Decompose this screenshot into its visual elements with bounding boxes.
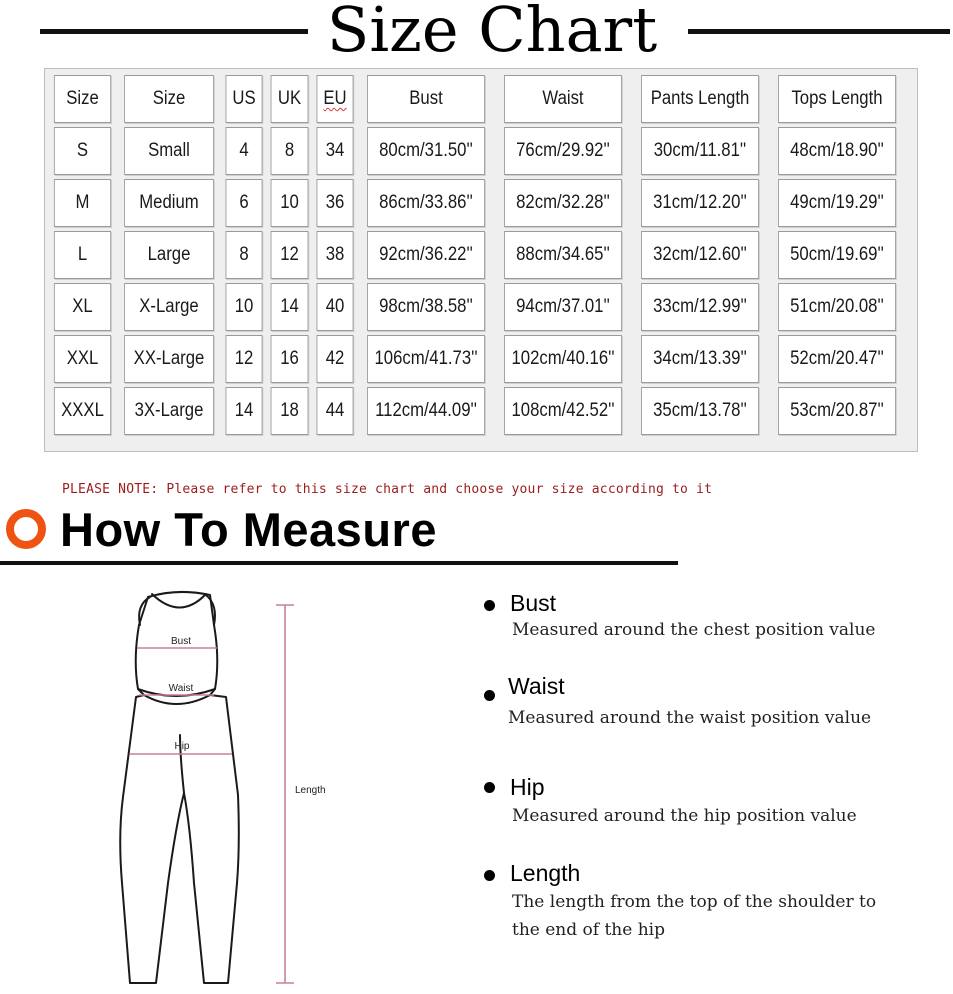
figure-label-bust: Bust — [170, 636, 192, 647]
table-cell: 51cm/20.08'' — [778, 283, 896, 331]
table-cell: 10 — [271, 179, 309, 227]
table-cell: 42 — [317, 335, 354, 383]
measure-name: Hip — [510, 774, 545, 800]
table-cell: X-Large — [124, 283, 214, 331]
table-cell: M — [54, 179, 111, 227]
table-cell: XXL — [54, 335, 111, 383]
table-cell: 14 — [226, 387, 263, 435]
table-cell: 34 — [317, 127, 354, 175]
figure-label-length: Length — [295, 785, 326, 796]
table-cell: 48cm/18.90'' — [778, 127, 896, 175]
table-cell: 86cm/33.86'' — [367, 179, 485, 227]
table-cell: 106cm/41.73'' — [367, 335, 485, 383]
table-cell: 36 — [317, 179, 354, 227]
table-cell: 3X-Large — [124, 387, 214, 435]
figure-label-hip: Hip — [174, 741, 190, 752]
jumpsuit-figure — [110, 585, 370, 990]
table-cell: Medium — [124, 179, 214, 227]
measure-desc: Measured around the hip position value — [512, 806, 857, 826]
header-eu-label: EU — [323, 88, 347, 109]
measure-name: Waist — [508, 673, 565, 699]
header-cell: US — [226, 75, 263, 123]
table-cell: 31cm/12.20'' — [641, 179, 759, 227]
table-cell: 32cm/12.60'' — [641, 231, 759, 279]
title-rule-right — [688, 29, 950, 34]
measure-desc: Measured around the chest position value — [512, 620, 876, 640]
header-cell: Pants Length — [641, 75, 759, 123]
table-cell: 18 — [271, 387, 309, 435]
table-cell: 49cm/19.29'' — [778, 179, 896, 227]
table-cell: 12 — [271, 231, 309, 279]
bullet-dot-icon — [484, 600, 495, 611]
table-header-row — [50, 75, 904, 123]
table-cell: XX-Large — [124, 335, 214, 383]
measure-desc: Measured around the waist position value — [508, 708, 872, 728]
header-cell: UK — [271, 75, 309, 123]
bullet-dot-icon — [484, 870, 495, 881]
header-cell: Bust — [367, 75, 485, 123]
page-title: Size Chart — [326, 0, 658, 66]
measure-name: Bust — [510, 590, 557, 616]
size-table — [47, 71, 907, 439]
table-cell: 92cm/36.22'' — [367, 231, 485, 279]
how-to-measure-title: How To Measure — [60, 503, 437, 556]
bullet-dot-icon — [484, 782, 495, 793]
table-cell: S — [54, 127, 111, 175]
table-cell: 98cm/38.58'' — [367, 283, 485, 331]
table-cell: 14 — [271, 283, 309, 331]
ring-bullet-icon — [6, 509, 46, 549]
table-cell: 94cm/37.01'' — [504, 283, 622, 331]
header-cell — [317, 75, 354, 123]
how-to-measure-rule — [0, 561, 678, 565]
table-cell: 112cm/44.09'' — [367, 387, 485, 435]
table-cell: Large — [124, 231, 214, 279]
size-note: PLEASE NOTE: Please refer to this size chart and choose your size according to it — [62, 482, 713, 497]
table-cell: L — [54, 231, 111, 279]
table-cell: 4 — [226, 127, 263, 175]
header-cell: Tops Length — [778, 75, 896, 123]
size-chart-header — [0, 0, 953, 66]
table-cell: 38 — [317, 231, 354, 279]
bullet-dot-icon — [484, 690, 495, 701]
table-cell: 82cm/32.28'' — [504, 179, 622, 227]
header-cell: Size — [124, 75, 214, 123]
table-cell: 8 — [271, 127, 309, 175]
table-cell: 8 — [226, 231, 263, 279]
table-cell: 53cm/20.87'' — [778, 387, 896, 435]
table-row — [50, 179, 904, 227]
figure-label-waist: Waist — [168, 683, 194, 694]
table-cell: XXXL — [54, 387, 111, 435]
table-cell: 102cm/40.16'' — [504, 335, 622, 383]
table-cell: 80cm/31.50'' — [367, 127, 485, 175]
table-cell: 40 — [317, 283, 354, 331]
table-cell: 108cm/42.52'' — [504, 387, 622, 435]
table-cell: 50cm/19.69'' — [778, 231, 896, 279]
measure-desc: The length from the top of the shoulder to the end of the hip — [512, 892, 877, 940]
table-cell: Small — [124, 127, 214, 175]
measure-name: Length — [510, 860, 581, 886]
table-row — [50, 231, 904, 279]
size-table-panel — [44, 68, 918, 452]
table-cell: 88cm/34.65'' — [504, 231, 622, 279]
table-row — [50, 387, 904, 435]
title-rule-left — [40, 29, 308, 34]
table-cell: 35cm/13.78'' — [641, 387, 759, 435]
table-cell: XL — [54, 283, 111, 331]
header-cell: Waist — [504, 75, 622, 123]
table-row — [50, 335, 904, 383]
table-cell: 16 — [271, 335, 309, 383]
table-cell: 44 — [317, 387, 354, 435]
table-cell: 30cm/11.81'' — [641, 127, 759, 175]
header-cell: Size — [54, 75, 111, 123]
table-cell: 12 — [226, 335, 263, 383]
table-row — [50, 283, 904, 331]
table-row — [50, 127, 904, 175]
table-cell: 33cm/12.99'' — [641, 283, 759, 331]
table-cell: 6 — [226, 179, 263, 227]
table-cell: 76cm/29.92'' — [504, 127, 622, 175]
table-cell: 34cm/13.39'' — [641, 335, 759, 383]
table-cell: 52cm/20.47'' — [778, 335, 896, 383]
jumpsuit-outline-icon — [120, 592, 239, 983]
table-cell: 10 — [226, 283, 263, 331]
